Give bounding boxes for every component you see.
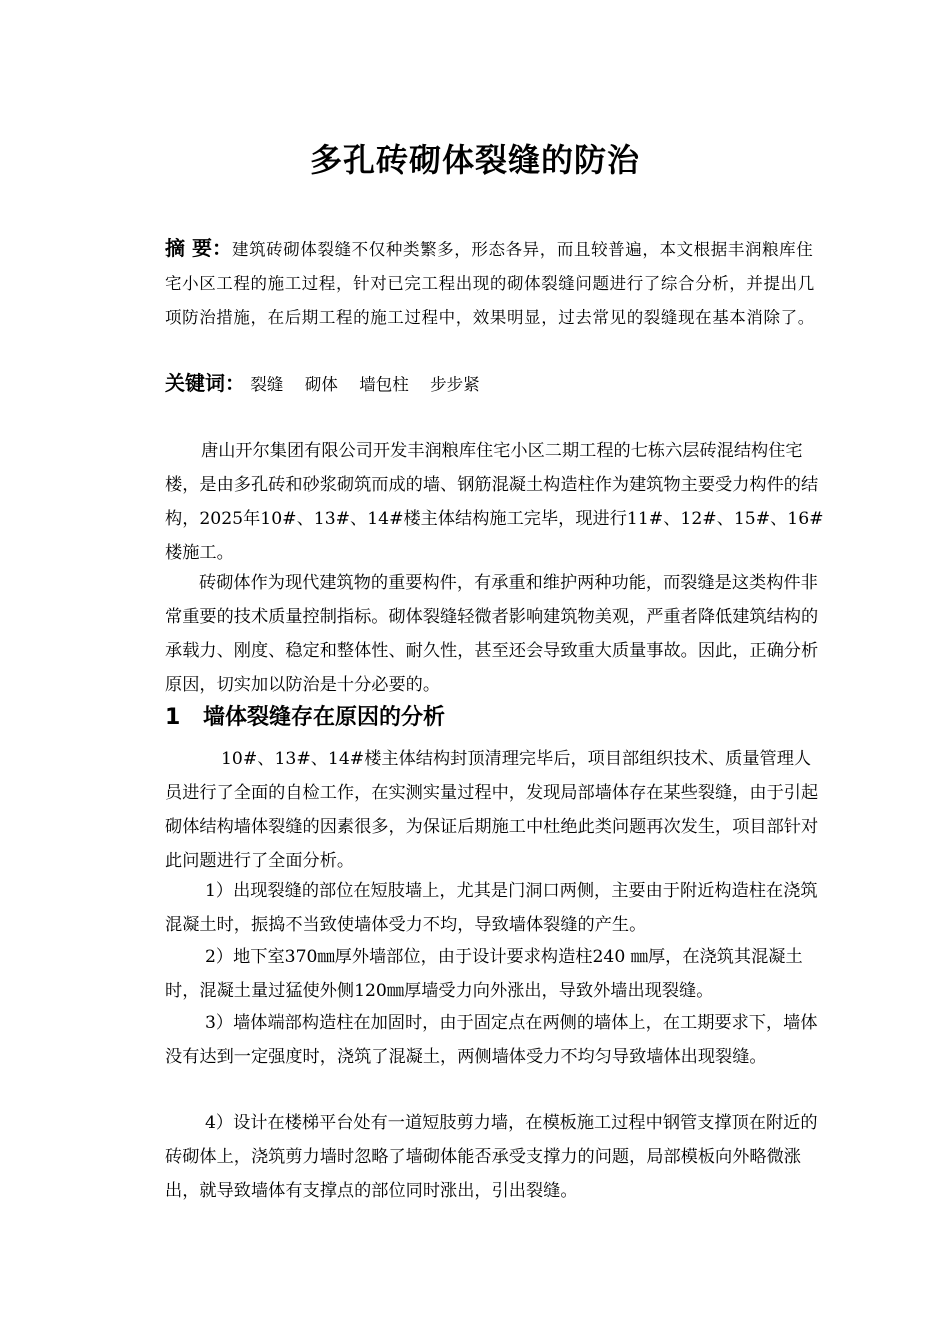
section-heading-text: 墙体裂缝存在原因的分析 <box>203 705 446 730</box>
section-paragraph: 3）墙体端部构造柱在加固时，由于固定点在两侧的墙体上，在工期要求下，墙体没有达到一定强度时，浇筑了混凝土，两侧墙体受力不均匀导致墙体出现裂缝。 <box>165 1013 818 1067</box>
keywords <box>165 368 825 400</box>
document-title: 多孔砖砌体裂缝的防治 <box>309 141 640 179</box>
abstract-text: 建筑砖砌体裂缝不仅种类繁多，形态各异，而且较普遍，本文根据丰润粮库住宅小区工程的施工过程，针对已完工程出现的砌体裂缝问题进行了综合分析，并提出几项防治措施，在后期工程的施工过程中，效果明显，过去常见的裂缝现在基本消除了。 <box>165 240 815 327</box>
intro-paragraph: 砖砌体作为现代建筑物的重要构件，有承重和维护两种功能，而裂缝是这类构件非常重要的技术质量控制指标。砌体裂缝轻微者影响建筑物美观，严重者降低建筑结构的承载力、刚度、稳定和整体性、耐久性，甚至还会导致重大质量事故。因此，正确分析原因，切实加以防治是十分必要的。 <box>165 573 819 695</box>
section-paragraph: 1）出现裂缝的部位在短肢墙上，尤其是门洞口两侧，主要由于附近构造柱在浇筑混凝土时，振捣不当致使墙体受力不均，导致墙体裂缝的产生。 <box>165 881 818 935</box>
section-paragraph: 2）地下室370㎜厚外墙部位，由于设计要求构造柱240 ㎜厚，在浇筑其混凝土时，混凝土量过猛使外侧120㎜厚墙受力向外涨出，导致外墙出现裂缝。 <box>165 947 803 1001</box>
section-number: 1 <box>165 705 181 730</box>
section-paragraph: 10#、13#、14#楼主体结构封顶清理完毕后，项目部组织技术、质量管理人员进行了全面的自检工作，在实测实量过程中，发现局部墙体存在某些裂缝，由于引起砌体结构墙体裂缝的因素很多，为保证后期施工中杜绝此类问题再次发生，项目部针对此问题进行了全面分析。 <box>165 749 819 871</box>
keyword: 裂缝 <box>250 375 284 394</box>
keywords-label: 关键词： <box>165 371 245 395</box>
intro-paragraph: 唐山开尔集团有限公司开发丰润粮库住宅小区二期工程的七栋六层砖混结构住宅楼，是由多孔砖和砂浆砌筑而成的墙、钢筋混凝土构造柱作为建筑物主要受力构件的结构，2025年10#、13#、14#楼主体结构施工完毕，现进行11#、12#、15#、16#楼施工。 <box>165 441 824 563</box>
section-heading <box>165 700 445 736</box>
abstract-label: 摘 要： <box>165 236 232 260</box>
abstract <box>165 232 825 335</box>
keyword: 步步紧 <box>430 375 480 394</box>
keyword: 砌体 <box>304 375 338 394</box>
section-paragraph: 4）设计在楼梯平台处有一道短肢剪力墙，在模板施工过程中钢管支撑顶在附近的砖砌体上，浇筑剪力墙时忽略了墙砌体能否承受支撑力的问题，局部模板向外略微涨出，就导致墙体有支撑点的部位同时涨出，引出裂缝。 <box>165 1113 818 1201</box>
keyword: 墙包柱 <box>359 375 409 394</box>
